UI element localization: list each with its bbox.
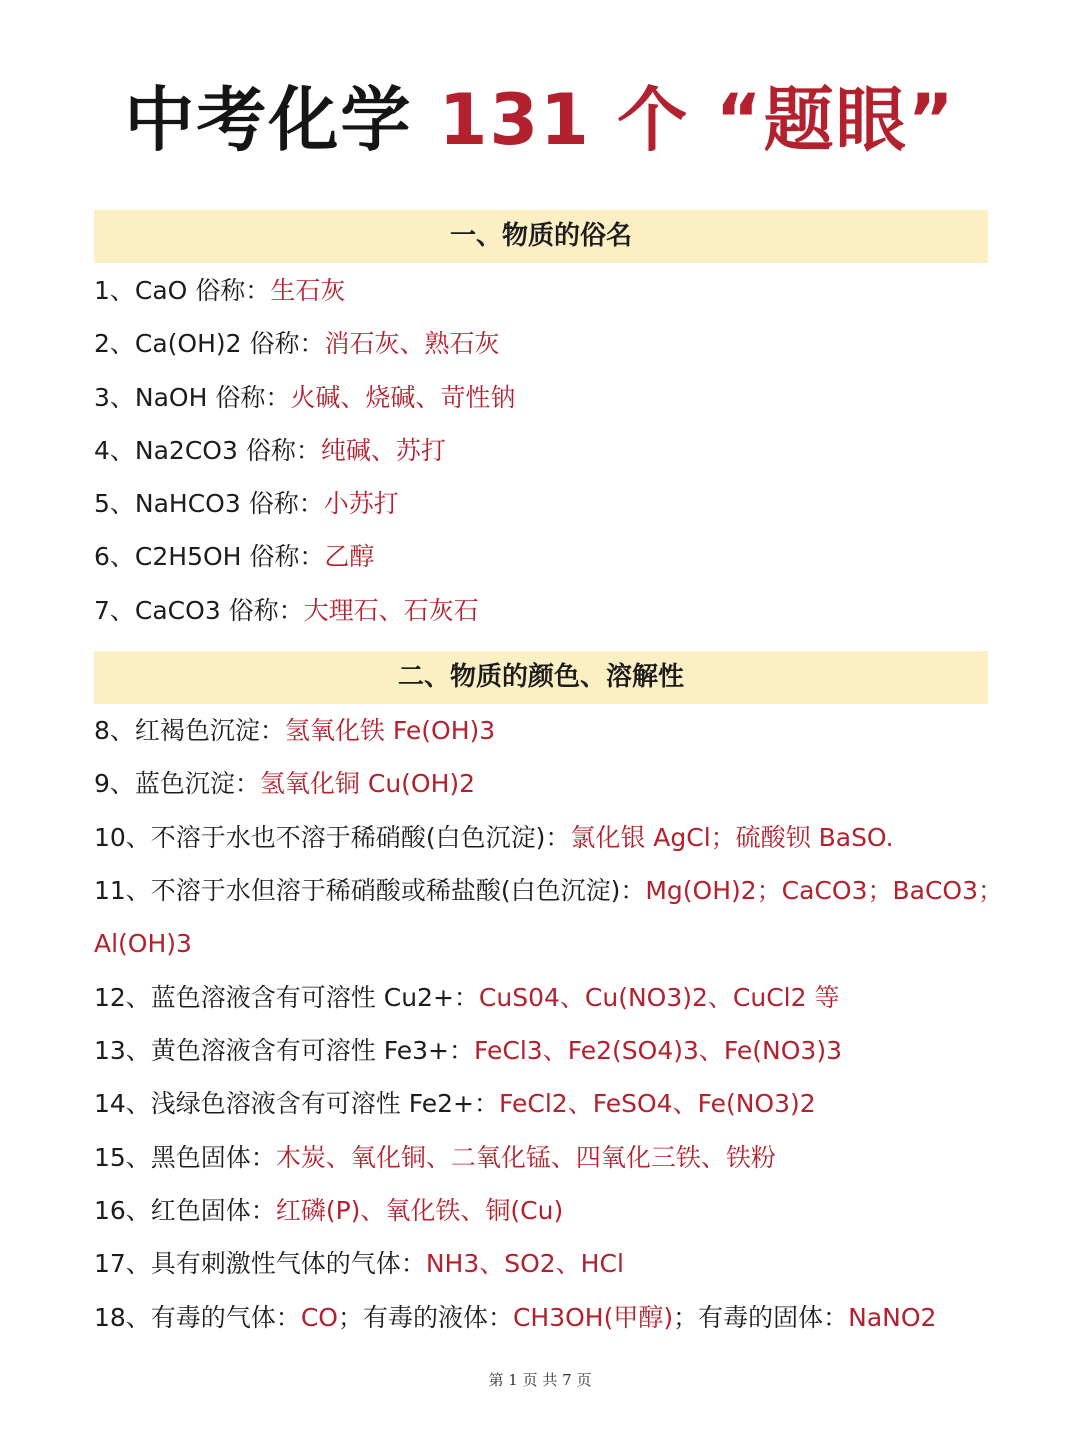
item-question-part2: ；有毒的液体： [337,1303,513,1332]
list-item [94,1244,994,1284]
list-item [94,591,994,631]
item-question: 13、黄色溶液含有可溶性 Fe3+： [94,1036,475,1065]
item-answer: 木炭、氧化铜、二氧化锰、四氧化三铁、铁粉 [275,1143,776,1172]
item-question: 4、Na2CO3 俗称： [94,436,321,465]
item-question: 1、CaO 俗称： [94,276,271,305]
item-answer: 消石灰、熟石灰 [324,329,500,358]
list-item [94,764,994,804]
list-item [94,1191,994,1231]
item-question: 7、CaCO3 俗称： [94,596,304,625]
item-question: 18、有毒的气体： [94,1303,301,1332]
list-item [94,1138,994,1178]
item-question: 15、黑色固体： [94,1143,276,1172]
item-question: 5、NaHCO3 俗称： [94,489,324,518]
item-answer: Mg(OH)2；CaCO3；BaCO3； [645,876,1003,905]
item-answer: FeCl3、Fe2(SO4)3、Fe(NO3)3 [474,1036,842,1065]
item-answer: 火碱、烧碱、苛性钠 [290,383,516,412]
list-item [94,818,994,858]
item-question: 10、不溶于水也不溶于稀硝酸(白色沉淀)： [94,823,571,852]
list-item [94,537,994,577]
item-answer: NH3、SO2、HCl [425,1249,624,1278]
item-answer: CO [300,1303,338,1332]
item-answer: CuS04、Cu(NO3)2、CuCl2 等 [478,983,840,1012]
item-answer: 氯化银 AgCl；硫酸钡 BaSO. [570,823,894,852]
item-question: 12、蓝色溶液含有可溶性 Cu2+： [94,983,479,1012]
item-question: 9、蓝色沉淀： [94,769,260,798]
list-item [94,1298,994,1338]
item-answer-part2: CH3OH(甲醇) [512,1303,674,1332]
list-item [94,978,994,1018]
list-item [94,271,994,311]
item-answer: FeCl2、FeSO4、Fe(NO3)2 [499,1089,816,1118]
section-heading-colors-solubility: 二、物质的颜色、溶解性 [94,651,988,704]
list-item [94,324,994,364]
list-item [94,711,994,751]
list-item [94,1031,994,1071]
item-answer-part3: NaNO2 [848,1303,937,1332]
list-item-continuation [94,924,994,964]
item-question: 14、浅绿色溶液含有可溶性 Fe2+： [94,1089,500,1118]
list-item [94,378,994,418]
item-question: 8、红褐色沉淀： [94,716,285,745]
item-question: 3、NaOH 俗称： [94,383,291,412]
title-red-part: 131 个 “题眼” [438,79,956,161]
list-item [94,871,1003,911]
item-answer: 小苏打 [323,489,399,518]
item-answer: 生石灰 [270,276,346,305]
item-answer: 纯碱、苏打 [320,436,446,465]
list-item [94,1084,994,1124]
item-question: 17、具有刺激性气体的气体： [94,1249,426,1278]
item-question: 11、不溶于水但溶于稀硝酸或稀盐酸(白色沉淀)： [94,876,646,905]
item-answer: Al(OH)3 [94,929,192,958]
item-answer: 乙醇 [324,542,375,571]
section-heading-common-names: 一、物质的俗名 [94,210,988,263]
item-answer: 红磷(P)、氧化铁、铜(Cu) [275,1196,564,1225]
page-title [0,72,1080,168]
item-question: 16、红色固体： [94,1196,276,1225]
item-answer: 氢氧化铜 Cu(OH)2 [259,769,476,798]
list-item [94,484,994,524]
item-answer: 大理石、石灰石 [303,596,479,625]
list-item [94,431,994,471]
item-question-part3: ；有毒的固体： [673,1303,849,1332]
item-question: 2、Ca(OH)2 俗称： [94,329,325,358]
item-answer: 氢氧化铁 Fe(OH)3 [284,716,496,745]
title-black-part: 中考化学 [124,79,413,161]
item-question: 6、C2H5OH 俗称： [94,542,325,571]
page-number-footer: 第 1 页 共 7 页 [488,1371,592,1389]
